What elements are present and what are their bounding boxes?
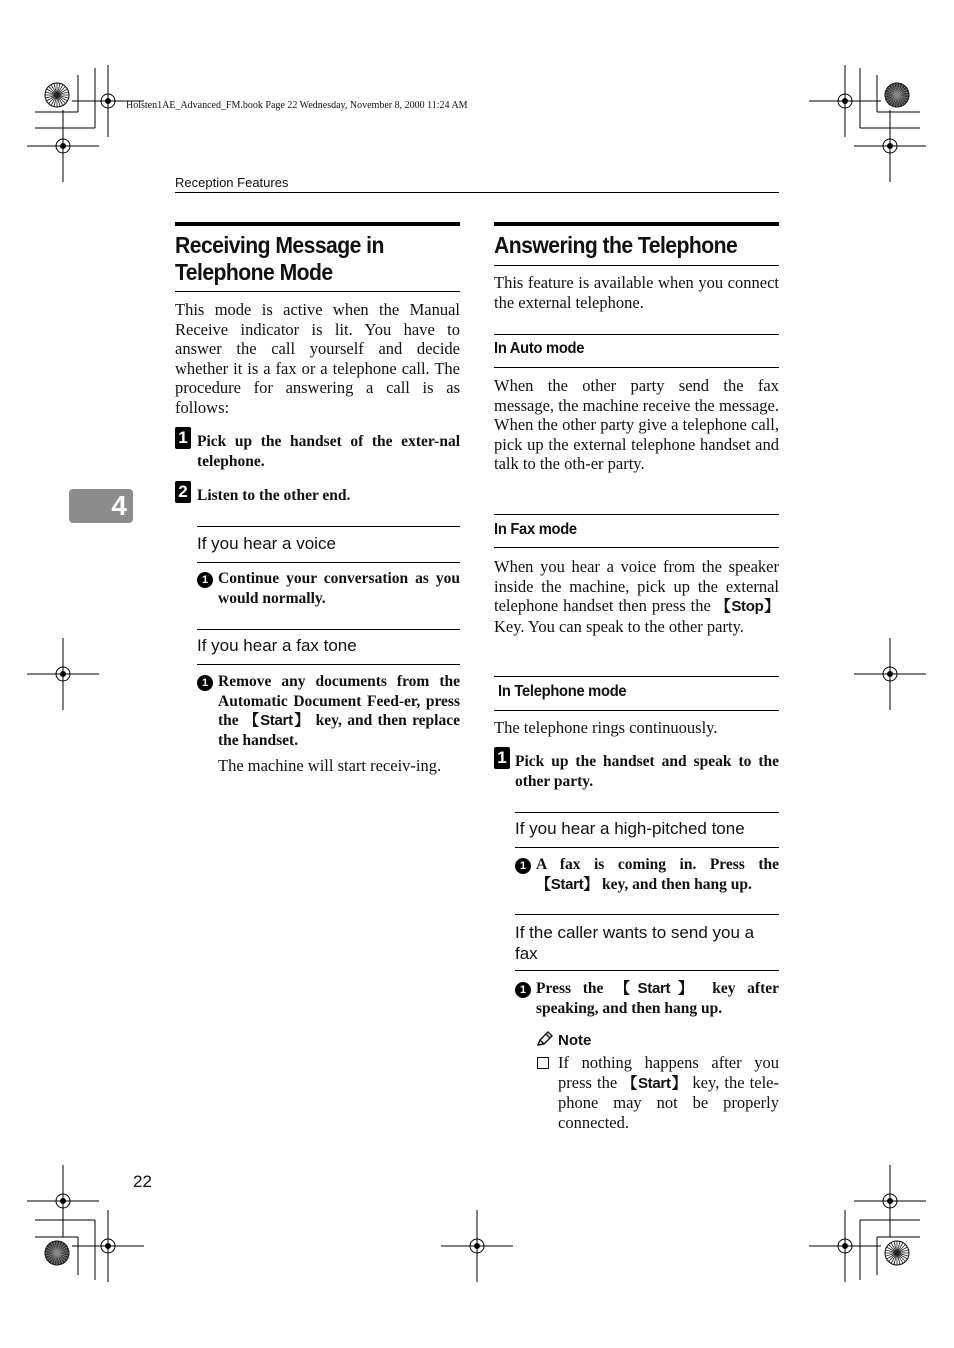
substep-text: Press the 【Start】 key after speaking, and then hang up.: [536, 980, 779, 1017]
substep-text: A fax is coming in. Press the 【Start】 key, and then hang up.: [536, 856, 779, 893]
condition-rule: [515, 812, 779, 813]
registration-rosette: [45, 83, 69, 107]
registration-crosshair: [854, 110, 926, 182]
step-text: Listen to the other end.: [197, 487, 351, 504]
subsection-rule: [494, 547, 779, 548]
section-heading-left: Receiving Message in Telephone Mode: [175, 232, 384, 285]
registration-rosette: [885, 83, 909, 107]
substep-bullet: 1: [515, 982, 531, 998]
subsection-heading: In Fax mode: [494, 521, 577, 538]
condition-rule: [197, 664, 460, 665]
header-rule: [175, 192, 779, 193]
pencil-icon: [536, 1031, 554, 1047]
registration-crosshair: [441, 1210, 513, 1282]
substep-text: Remove any documents from the Automatic Document Feed-er, press the 【Start】 key, and then replace the handset.: [218, 673, 460, 749]
registration-crosshair: [809, 65, 881, 137]
section-rule: [494, 265, 779, 266]
registration-crosshair: [27, 1165, 99, 1237]
subsection-rule: [494, 367, 779, 368]
step-text: Pick up the handset of the exter-nal telephone.: [197, 433, 460, 470]
condition-heading: If the caller wants to send you a fax: [515, 923, 755, 963]
fax-mode-text: When you hear a voice from the speaker inside the machine, pick up the external telephone handset then press the 【Stop】 Key. You can speak to the other party.: [494, 557, 779, 636]
condition-rule: [197, 562, 460, 563]
note-text: If nothing happens after you press the 【Start】 key, the tele-phone may not be properly connected.: [558, 1053, 779, 1132]
start-key: 【Start】: [243, 712, 311, 730]
auto-mode-text: When the other party send the fax message, the machine receive the message. When the other party give a telephone call, pick up the external telephone handset and talk to the oth-er party.: [494, 376, 779, 474]
substep-bullet: 1: [515, 858, 531, 874]
subsection-heading: In Telephone mode: [498, 683, 627, 700]
condition-rule: [515, 914, 779, 915]
registration-crosshair: [854, 638, 926, 710]
chapter-number: 4: [111, 490, 127, 521]
file-info: Holsten1AE_Advanced_FM.book Page 22 Wednesday, November 8, 2000 11:24 AM: [126, 100, 468, 111]
telephone-mode-text: The telephone rings continuously.: [494, 718, 718, 737]
registration-rosette: [45, 1241, 69, 1265]
substep-text: Continue your conversation as you would normally.: [218, 570, 460, 607]
condition-heading: If you hear a voice: [197, 534, 336, 553]
subsection-rule: [494, 514, 779, 515]
stop-key: 【Stop】: [715, 598, 779, 616]
subsection-rule: [494, 334, 779, 335]
condition-rule: [515, 847, 779, 848]
condition-heading: If you hear a high-pitched tone: [515, 819, 745, 838]
condition-rule: [515, 970, 779, 971]
condition-rule: [197, 526, 460, 527]
result-text: The machine will start receiv-ing.: [218, 756, 442, 775]
subsection-rule: [494, 676, 779, 677]
intro-paragraph: This mode is active when the Manual Receive indicator is lit. You have to answer the call yourself and decide whether it is a fax or a telephone call. The procedure for answering a call is as follows:: [175, 300, 460, 417]
start-key: 【Start】: [536, 875, 599, 893]
running-header: Reception Features: [175, 175, 289, 190]
section-bar: [494, 222, 779, 226]
registration-crosshair: [27, 110, 99, 182]
chapter-tab: [69, 489, 133, 523]
subsection-heading: In Auto mode: [494, 340, 585, 357]
checkbox-icon: [537, 1057, 549, 1069]
step-number: 2: [175, 481, 191, 503]
condition-heading: If you hear a fax tone: [197, 636, 357, 655]
step-number: 1: [175, 427, 191, 449]
subsection-rule: [494, 710, 779, 711]
start-key: 【Start】: [622, 1074, 688, 1092]
registration-crosshair: [72, 1210, 144, 1282]
step-text: Pick up the handset and speak to the other party.: [515, 753, 779, 790]
section-heading-right: Answering the Telephone: [494, 232, 738, 258]
registration-crosshair: [854, 1165, 926, 1237]
intro-paragraph: This feature is available when you connect the external telephone.: [494, 273, 779, 312]
section-rule: [175, 291, 460, 292]
start-key: 【Start】: [615, 980, 701, 997]
section-bar: [175, 222, 460, 226]
condition-rule: [197, 629, 460, 630]
registration-crosshair: [809, 1210, 881, 1282]
substep-bullet: 1: [197, 572, 213, 588]
page-number: 22: [133, 1172, 152, 1191]
registration-crosshair: [27, 638, 99, 710]
registration-rosette: [885, 1241, 909, 1265]
substep-bullet: 1: [197, 675, 213, 691]
note-label: Note: [558, 1032, 592, 1049]
step-number: 1: [494, 747, 510, 769]
